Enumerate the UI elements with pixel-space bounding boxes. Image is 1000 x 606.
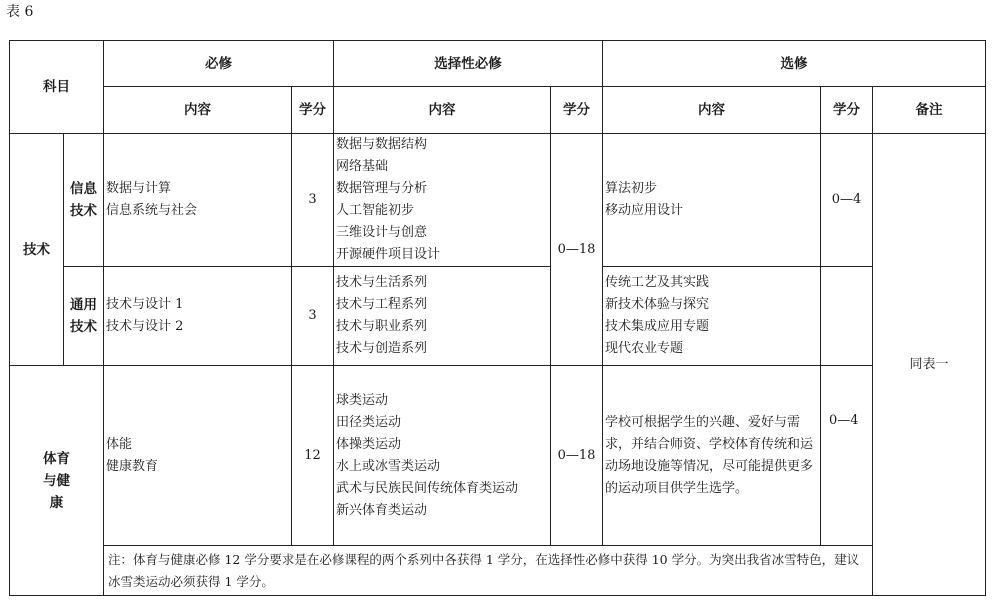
general-elective-list	[603, 267, 821, 366]
info-elective-credits: 0—4	[821, 134, 873, 267]
list-item: 传统工艺及其实践	[605, 275, 710, 290]
list-item: 技术与设计 1	[106, 297, 184, 312]
list-item: 信息系统与社会	[106, 203, 198, 218]
header-required-content: 内容	[104, 87, 292, 134]
list-item: 现代农业专题	[605, 341, 684, 356]
header-elective-required: 选择性必修	[334, 41, 603, 87]
list-item: 技术与创造系列	[336, 341, 428, 356]
pe-required-list	[104, 366, 292, 546]
list-item: 健康教育	[106, 458, 159, 474]
list-item: 新技术体验与探究	[605, 297, 710, 312]
list-item: 开源硬件项目设计	[336, 247, 441, 262]
general-elective-required-list	[334, 267, 551, 366]
header-required: 必修	[104, 41, 334, 87]
list-item: 技术与工程系列	[336, 297, 428, 312]
list-item: 球类运动	[336, 392, 389, 408]
info-required-list	[104, 134, 292, 267]
pe-footnote: 注：体育与健康必修 12 学分要求是在必修课程的两个系列中各获得 1 学分，在选择性必修中获得 10 学分。为突出我省冰雪特色，建议冰雪类运动必须获得 1 学分。	[104, 546, 873, 596]
list-item: 技术与生活系列	[336, 275, 428, 290]
info-elective-list	[603, 134, 821, 267]
list-item: 数据与数据结构	[336, 137, 428, 152]
list-item: 数据与计算	[106, 181, 172, 196]
general-required-list	[104, 267, 292, 366]
subject-pe: 体育与健康	[10, 366, 104, 596]
pe-elective-required-list	[334, 366, 551, 546]
header-required-credits: 学分	[292, 87, 334, 134]
tech-elective-required-credits: 0—18	[551, 134, 603, 366]
list-item: 数据管理与分析	[336, 181, 428, 196]
list-item: 人工智能初步	[336, 203, 415, 218]
general-elective-credits	[821, 267, 873, 366]
pe-required-credits: 12	[292, 366, 334, 546]
pe-elective-description: 学校可根据学生的兴趣、爱好与需求，并结合师资、学校体育传统和运动场地设施等情况，尽可能提供更多的运动项目供学生选学。	[603, 366, 821, 546]
list-item: 技术集成应用专题	[605, 319, 710, 334]
subject-tech: 技术	[10, 134, 64, 366]
list-item: 水上或冰雪类运动	[336, 458, 441, 474]
header-elective: 选修	[603, 41, 986, 87]
list-item: 新兴体育类运动	[336, 502, 428, 518]
list-item: 算法初步	[605, 181, 658, 196]
header-elective-required-credits: 学分	[551, 87, 603, 134]
list-item: 田径类运动	[336, 414, 402, 430]
info-elective-required-list	[334, 134, 551, 267]
info-required-credits: 3	[292, 134, 334, 267]
pe-elective-credits: 0—4	[821, 366, 873, 546]
subject-general-tech: 通用技术	[64, 267, 104, 366]
list-item: 武术与民族民间传统体育类运动	[336, 480, 519, 496]
general-required-credits: 3	[292, 267, 334, 366]
list-item: 移动应用设计	[605, 203, 684, 218]
header-subject: 科目	[10, 41, 104, 134]
pe-elective-required-credits: 0—18	[551, 366, 603, 546]
list-item: 体操类运动	[336, 436, 402, 452]
list-item: 网络基础	[336, 159, 389, 174]
list-item: 技术与职业系列	[336, 319, 428, 334]
subject-info-tech: 信息技术	[64, 134, 104, 267]
header-elective-credits: 学分	[821, 87, 873, 134]
list-item: 技术与设计 2	[106, 319, 184, 334]
remarks-value: 同表一	[873, 134, 986, 596]
curriculum-table	[9, 40, 986, 596]
header-remarks: 备注	[873, 87, 986, 134]
header-elective-content: 内容	[603, 87, 821, 134]
list-item: 三维设计与创意	[336, 225, 428, 240]
header-elective-required-content: 内容	[334, 87, 551, 134]
list-item: 体能	[106, 436, 133, 452]
table-caption: 表 6	[6, 4, 34, 20]
